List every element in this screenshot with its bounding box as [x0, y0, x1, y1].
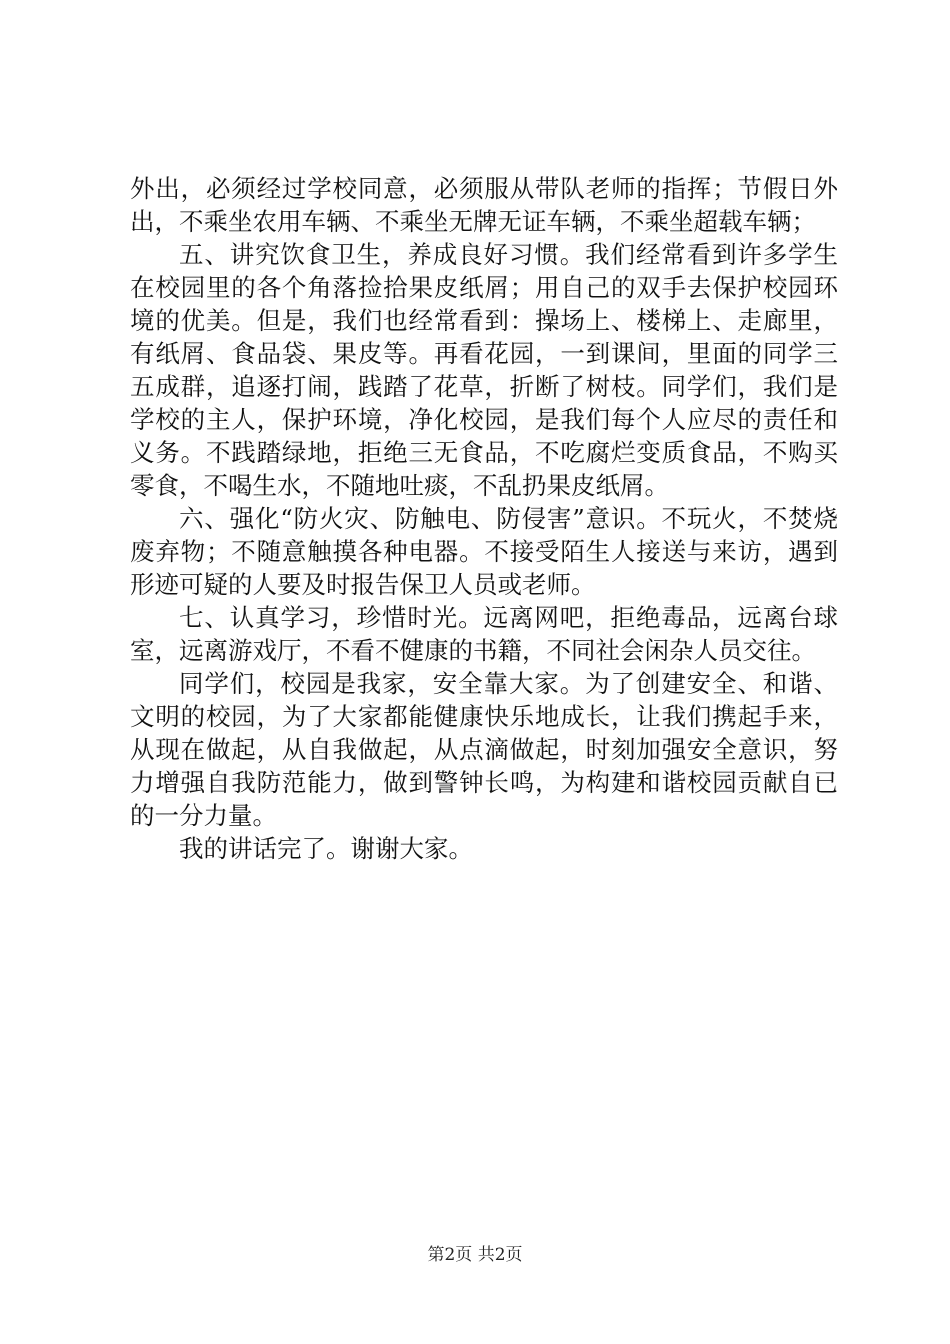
paragraph-thanks: 我的讲话完了。谢谢大家。	[179, 834, 473, 863]
page-footer	[0, 1244, 950, 1266]
paragraph-closing-appeal: 同学们，校园是我家，安全靠大家。为了创建安全、和谐、文明的校园，为了大家都能健康快乐地成长，让我们携起手来，从现在做起，从自我做起，从点滴做起，时刻加强安全意识，努力增强自我防范能力，做到警钟长鸣，为构建和谐校园贡献自已的一分力量。	[130, 669, 838, 830]
paragraph-study: 七、认真学习，珍惜时光。远离网吧，拒绝毒品，远离台球室，远离游戏厅，不看不健康的书籍，不同社会闲杂人员交往。	[130, 603, 838, 665]
paragraph-fire-safety: 六、强化“防火灾、防触电、防侵害”意识。不玩火，不焚烧废弃物；不随意触摸各种电器。不接受陌生人接送与来访，遇到形迹可疑的人要及时报告保卫人员或老师。	[130, 504, 838, 599]
paragraph-food-hygiene: 五、讲究饮食卫生，养成良好习惯。我们经常看到许多学生在校园里的各个角落捡拾果皮纸屑；用自己的双手去保护校园环境的优美。但是，我们也经常看到：操场上、楼梯上、走廊里，有纸屑、食品袋、果皮等。再看花园，一到课间，里面的同学三五成群，追逐打闹，践踏了花草，折断了树枝。同学们，我们是学校的主人，保护环境，净化校园，是我们每个人应尽的责任和义务。不践踏绿地，拒绝三无食品，不吃腐烂变质食品，不购买零食，不喝生水，不随地吐痰，不乱扔果皮纸屑。	[130, 240, 838, 500]
document-body	[130, 172, 838, 865]
paragraph-continuation: 外出，必须经过学校同意，必须服从带队老师的指挥；节假日外出，不乘坐农用车辆、不乘坐无牌无证车辆，不乘坐超载车辆；	[130, 174, 838, 236]
page-number: 第2页 共2页	[427, 1245, 523, 1265]
